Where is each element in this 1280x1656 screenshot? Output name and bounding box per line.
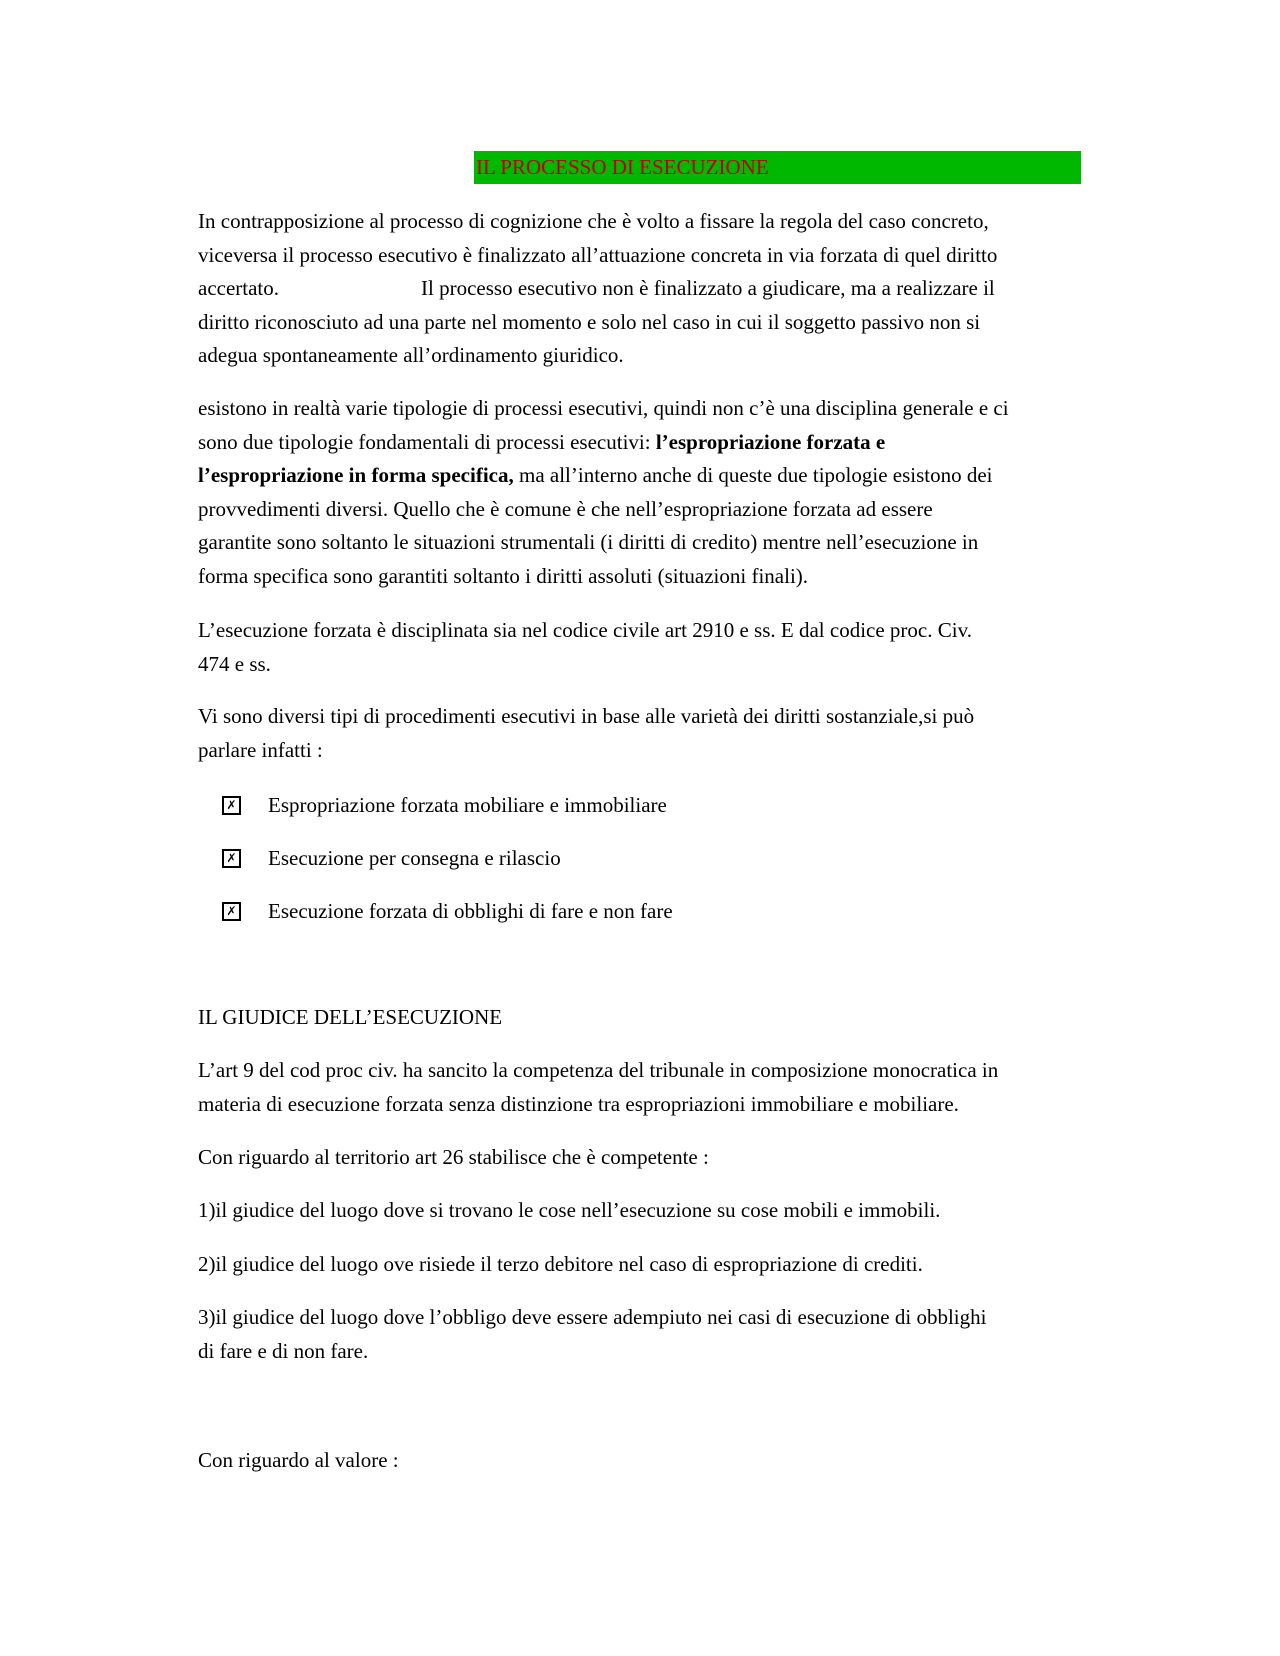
text-line: In contrapposizione al processo di cognizione che è volto a fissare la regola del caso concreto, [198,209,989,233]
text-line: Vi sono diversi tipi di procedimenti esecutivi in base alle varietà dei diritti sostanziale,si può [198,704,975,728]
text-line: L’art 9 del cod proc civ. ha sancito la competenza del tribunale in composizione monocratica in [198,1058,999,1082]
text-line: garantite sono soltanto le situazioni strumentali (i diritti di credito) mentre nell’esecuzione in [198,530,979,554]
text-span: Il processo esecutivo non è finalizzato a giudicare, ma a realizzare il [421,276,995,300]
text-line [198,459,1088,493]
list-item-text: Esecuzione forzata di obblighi di fare e non fare [268,899,673,923]
paragraph-territory: Con riguardo al territorio art 26 stabilisce che è competente : [198,1145,709,1169]
text-line [198,272,1088,306]
text-line: 3)il giudice del luogo dove l’obbligo deve essere adempiuto nei casi di esecuzione di obblighi [198,1305,987,1329]
text-line: L’esecuzione forzata è disciplinata sia nel codice civile art 2910 e ss. E dal codice proc. Civ. [198,618,972,642]
paragraph-item-2: 2)il giudice del luogo ove risiede il terzo debitore nel caso di espropriazione di crediti. [198,1252,923,1276]
text-span: sono due tipologie fondamentali di processi esecutivi: [198,429,656,454]
paragraph-competence [198,1054,1088,1121]
text-line: provvedimenti diversi. Quello che è comune è che nell’espropriazione forzata ad essere [198,496,933,521]
paragraph-value: Con riguardo al valore : [198,1448,399,1472]
paragraph-item-3 [198,1301,1088,1368]
paragraph-item-1: 1)il giudice del luogo dove si trovano le cose nell’esecuzione su cose mobili e immobili. [198,1198,941,1222]
text-line: di fare e di non fare. [198,1338,369,1363]
checkbox-x-icon: ✗ [222,902,241,921]
checkbox-x-icon: ✗ [222,796,241,815]
list-item-text: Esecuzione per consegna e rilascio [268,846,561,870]
bold-text: l’espropriazione forzata e [655,429,886,454]
text-line [198,426,1088,460]
paragraph-typologies [198,392,1088,593]
title-highlight [474,151,1081,184]
paragraph-intro [198,205,1088,373]
document-title: IL PROCESSO DI ESECUZIONE [476,155,769,179]
section-heading: IL GIUDICE DELL’ESECUZIONE [198,1005,503,1029]
paragraph-discipline [198,614,1088,681]
text-line: materia di esecuzione forzata senza distinzione tra espropriazioni immobiliare e mobiliare. [198,1091,959,1116]
text-line: viceversa il processo esecutivo è finalizzato all’attuazione concreta in via forzata di quel diritto [198,242,998,267]
bold-text: l’espropriazione in forma specifica, [198,463,514,487]
text-line: diritto riconosciuto ad una parte nel momento e solo nel caso in cui il soggetto passivo non si [198,309,981,334]
text-span: accertato. [198,276,280,300]
text-line: adegua spontaneamente all’ordinamento giuridico. [198,343,624,367]
text-span: ma all’interno anche di queste due tipologie esistono dei [513,463,993,487]
text-line: forma specifica sono garantiti soltanto i diritti assoluti (situazioni finali). [198,563,809,588]
text-line: 474 e ss. [198,651,271,676]
list-item-text: Espropriazione forzata mobiliare e immobiliare [268,793,667,817]
text-line: parlare infatti : [198,737,323,762]
checkbox-x-icon: ✗ [222,849,241,868]
text-line: esistono in realtà varie tipologie di processi esecutivi, quindi non c’è una disciplina generale e ci [198,396,1009,420]
paragraph-types [198,700,1088,767]
